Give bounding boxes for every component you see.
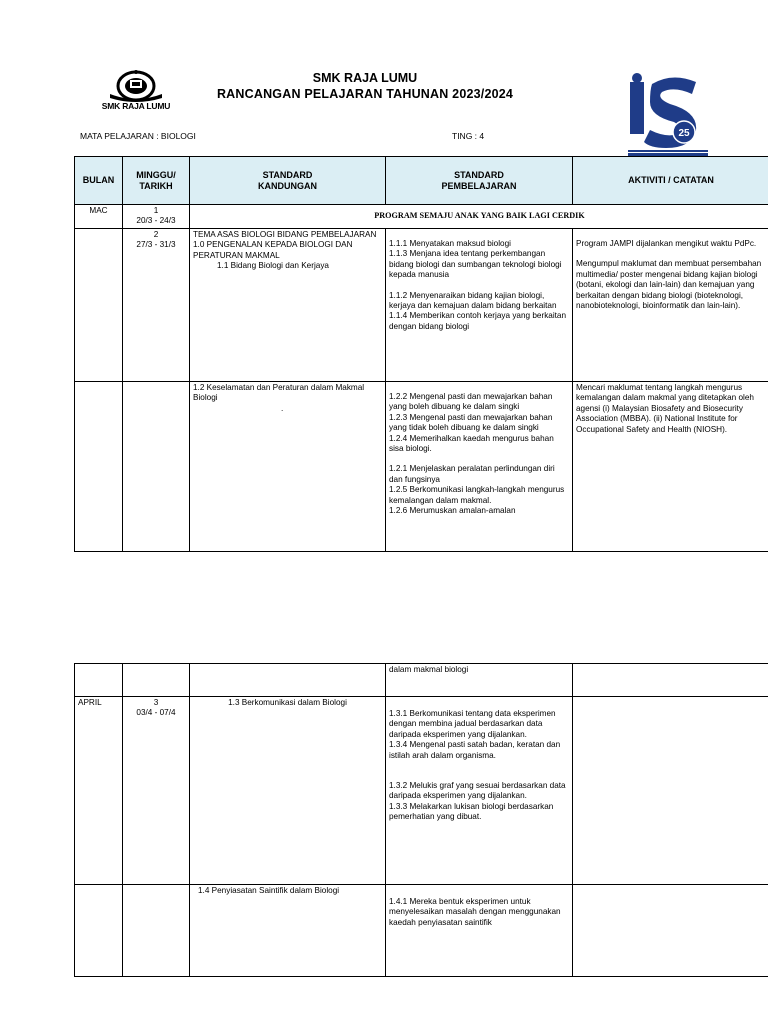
placeholder-dot: . <box>281 403 284 413</box>
learning-standard: 1.1.4 Memberikan contoh kerjaya yang berkaitan dengan bidang biologi <box>389 311 567 331</box>
week-date: 03/4 - 07/4 <box>136 708 176 718</box>
learning-standard: 1.1.1 Menyatakan maksud biologi <box>389 239 511 248</box>
learning-standard: 1.4.1 Mereka bentuk eksperimen untuk menyelesaikan masalah dengan menggunakan kaedah penyiasatan saintifik <box>389 897 561 927</box>
learning-standard: 1.2.3 Mengenal pasti dan mewajarkan bahan yang tidak boleh dibuang ke dalam singki <box>389 412 553 433</box>
week-number: 3 <box>153 698 159 707</box>
header-minggu <box>123 157 190 205</box>
subtopic-title: 1.1 Bidang Biologi dan Kerjaya <box>217 261 329 271</box>
learning-standard: 1.2.4 Memerihalkan kaedah mengurus bahan sisa biologi. <box>389 433 554 454</box>
school-crest-icon <box>96 68 176 102</box>
header-standard-pembelajaran <box>386 157 573 205</box>
header-aktiviti: AKTIVITI / CATATAN <box>573 157 768 205</box>
week-cell <box>123 205 190 229</box>
topic-title: TEMA ASAS BIOLOGI BIDANG PEMBELAJARAN 1.0 PENGENALAN KEPADA BIOLOGI DAN PERATURAN MAKMAL <box>193 230 377 260</box>
activity-note: Mengumpul maklumat dan membuat persembahan multimedia/ poster mengenai bidang kajian biologi (botani, ekologi dan lain-lain) dan kemajuan yang berkaitan dengan bidang biologi (bioteknologi, nanobioteknologi, bioinformatik dan lain-lain). <box>576 259 762 311</box>
table-row <box>75 205 768 229</box>
week-cell <box>123 885 190 977</box>
header-standard-kandungan <box>190 157 386 205</box>
week-date: 20/3 - 24/3 <box>136 216 176 226</box>
learning-standard: 1.3.4 Mengenal pasti satah badan, keratan dan istilah arah dalam organisma. <box>389 740 561 760</box>
subtopic-title: 1.4 Penyiasatan Saintifik dalam Biologi <box>198 886 340 895</box>
activity-cell <box>573 697 768 885</box>
standard-kandungan-cell <box>190 885 386 977</box>
activity-cell <box>573 885 768 977</box>
school-name: SMK RAJA LUMU <box>312 71 418 85</box>
plan-table-2 <box>74 663 768 977</box>
week-number: 2 <box>153 230 159 239</box>
brand-logo <box>626 72 710 158</box>
week-cell <box>123 664 190 697</box>
month-cell: APRIL <box>75 697 123 885</box>
learning-standard: 1.2.1 Menjelaskan peralatan perlindungan diri dan fungsinya <box>389 464 555 484</box>
header-minggu-line2: TARIKH <box>139 180 173 191</box>
learning-standard: 1.2.6 Merumuskan amalan-amalan <box>389 506 516 516</box>
standard-kandungan-cell <box>190 229 386 382</box>
week-cell <box>123 382 190 552</box>
subtopic-title: 1.2 Keselamatan dan Peraturan dalam Makmal Biologi <box>193 383 365 403</box>
standard-pembelajaran-cell <box>386 382 573 552</box>
header-minggu-line1: MINGGU/ <box>136 169 176 180</box>
activity-cell <box>573 229 768 382</box>
header-sp-line2: PEMBELAJARAN <box>441 180 517 191</box>
header-sp-line1: STANDARD <box>454 169 504 180</box>
program-banner: PROGRAM SEMAJU ANAK YANG BAIK LAGI CERDIK <box>190 205 768 229</box>
school-logo-text: SMK RAJA LUMU <box>101 101 171 111</box>
learning-standard: dalam makmal biologi <box>389 665 469 674</box>
month-cell <box>75 885 123 977</box>
subject-label: MATA PELAJARAN : BIOLOGI <box>80 131 196 141</box>
learning-standard: 1.3.2 Melukis graf yang sesuai berdasarkan data daripada eksperimen yang dijalankan. <box>389 781 566 801</box>
activity-cell <box>573 382 768 552</box>
standard-pembelajaran-cell <box>386 664 573 697</box>
brand-logo-icon <box>626 72 710 158</box>
month-cell: MAC <box>75 205 123 229</box>
standard-kandungan-cell <box>190 382 386 552</box>
table-row <box>75 382 768 552</box>
header-sk-line2: KANDUNGAN <box>258 180 317 191</box>
table-row <box>75 697 768 885</box>
learning-standard: 1.1.2 Menyenaraikan bidang kajian biologi, kerjaya dan kemajuan dalam bidang berkaitan <box>389 290 557 311</box>
month-cell <box>75 229 123 382</box>
table-row <box>75 885 768 977</box>
plan-table-1 <box>74 156 768 552</box>
learning-standard: 1.3.3 Melakarkan lukisan biologi berdasarkan pemerhatian yang dibuat. <box>389 801 554 822</box>
learning-standard: 1.2.5 Berkomunikasi langkah-langkah mengurus kemalangan dalam makmal. <box>389 485 565 505</box>
week-date: 27/3 - 31/3 <box>136 240 176 250</box>
activity-note: Mencari maklumat tentang langkah mengurus kemalangan dalam makmal yang ditetapkan oleh agensi (i) Malaysian Biosafety and Biosecurity Association (MBBA). (ii) National Institute for Occupational Safety and Health (NIOSH). <box>576 383 754 434</box>
header-sk-line1: STANDARD <box>262 169 313 180</box>
learning-standard: 1.3.1 Berkomunikasi tentang data eksperimen dengan membina jadual berdasarkan data daripada eksperimen yang dijalankan. <box>389 709 556 739</box>
header-bulan: BULAN <box>75 157 123 205</box>
month-cell <box>75 382 123 552</box>
learning-standard: 1.2.2 Mengenal pasti dan mewajarkan bahan yang boleh dibuang ke dalam singki <box>389 392 553 412</box>
activity-cell <box>573 664 768 697</box>
brand-logo-number: 25 <box>678 128 690 139</box>
standard-pembelajaran-cell <box>386 885 573 977</box>
table-row <box>75 664 768 697</box>
standard-kandungan-cell <box>190 664 386 697</box>
subtopic-title: 1.3 Berkomunikasi dalam Biologi <box>228 698 347 707</box>
month-cell <box>75 664 123 697</box>
week-number: 1 <box>153 206 159 215</box>
week-cell <box>123 229 190 382</box>
school-logo <box>96 68 176 114</box>
standard-pembelajaran-cell <box>386 229 573 382</box>
standard-kandungan-cell <box>190 697 386 885</box>
level-label: TING : 4 <box>452 131 485 141</box>
table-row <box>75 229 768 382</box>
standard-pembelajaran-cell <box>386 697 573 885</box>
title-block <box>180 70 550 102</box>
week-cell <box>123 697 190 885</box>
learning-standard: 1.1.3 Menjana idea tentang perkembangan bidang biologi dan sumbangan teknologi biologi kepada manusia <box>389 249 562 280</box>
plan-title: RANCANGAN PELAJARAN TAHUNAN 2023/2024 <box>216 87 514 101</box>
table-header-row <box>75 157 768 205</box>
activity-note: Program JAMPI dijalankan mengikut waktu PdPc. <box>576 239 757 248</box>
